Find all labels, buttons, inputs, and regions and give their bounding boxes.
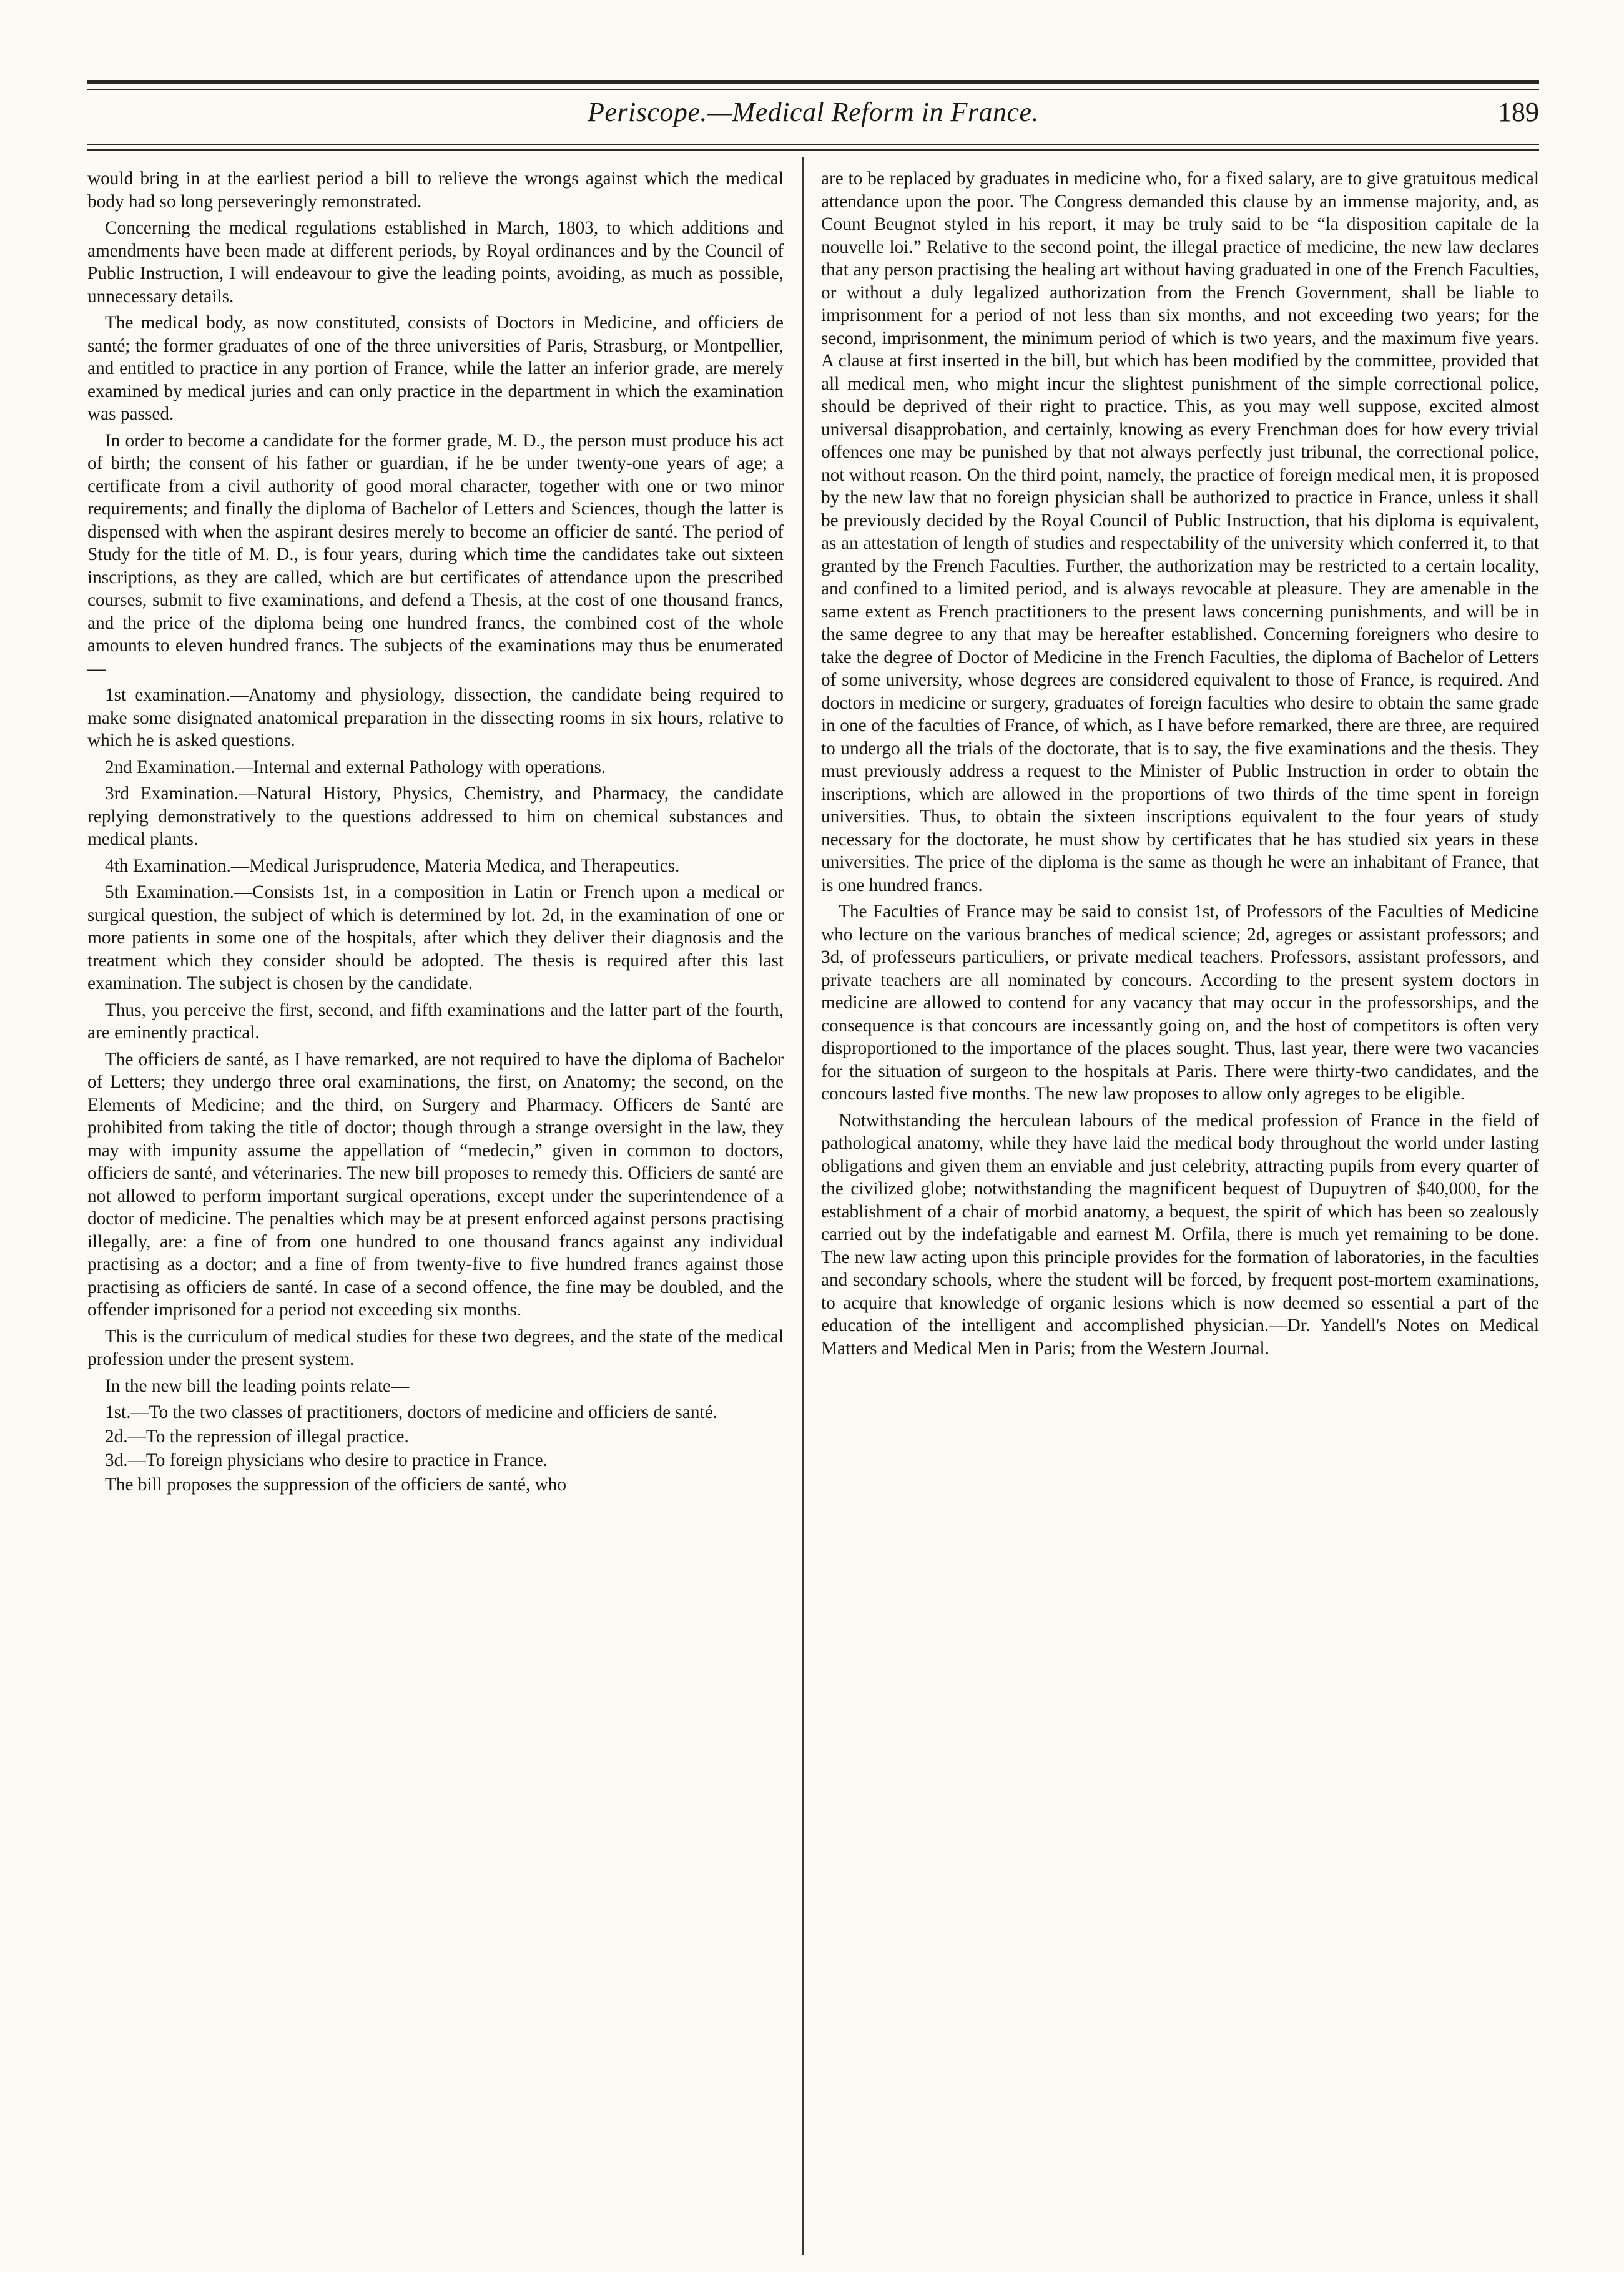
list-item: 1st.—To the two classes of practitioners, doctors of medicine and officiers de santé.	[105, 1402, 718, 1422]
page-header	[87, 92, 1539, 142]
paragraph: are to be replaced by graduates in medicine who, for a fixed salary, are to give gratuitous medical attendance upon the poor. The Congress demanded this clause by an immense majority, and, as Count Beugnot styled in his report, it may be truly said to be “la disposition capitale de la nouvelle loi.” Relative to the second point, the illegal practice of medicine, the new law declares that any person practising the healing art without having graduated in one of the French Faculties, or without a duly legalized authorization from the French Government, shall be liable to imprisonment for a period of not less than six months, and not exceeding two years; for the second, imprisonment, the minimum period of which is two years, and the maximum five years. A clause at first inserted in the bill, but which has been modified by the committee, provided that all medical men, who might incur the slightest punishment of the simple correctional police, should be deprived of their right to practice. This, as you may well suppose, excited almost universal disapprobation, and certainly, knowing as every Frenchman does for how every trivial offences one may be punished by that not always perfectly just tribunal, the correctional police, not without reason. On the third point, namely, the practice of foreign medical men, it is proposed by the new law that no foreign physician shall be authorized to practice in France, unless it shall be previously decided by the Royal Council of Public Instruction, that his diploma is equivalent, as an attestation of length of studies and respectability of the university which conferred it, to that granted by the French Faculties. Further, the authorization may be restricted to a certain locality, and confined to a limited period, and is always revocable at pleasure. They are amenable in the same extent as French practitioners to the present laws concerning punishments, and will be in the same degree to any that may be hereafter established. Concerning foreigners who desire to take the degree of Doctor of Medicine in the French Faculties, the diploma of Bachelor of Letters of some university, whose degrees are considered equivalent to those of France, is required. And doctors in medicine or surgery, graduates of foreign faculties who desire to obtain the same grade in one of the faculties of France, of which, as I have before remarked, there are three, are required to undergo all the trials of the doctorate, that is to say, the five examinations and the thesis. They must previously address a request to the Minister of Public Instruction in order to obtain the inscriptions, which are allowed in the proportions of two thirds of the time spent in foreign universities. Thus, to obtain the sixteen inscriptions equivalent to the four years of study necessary for the doctorate, he must show by certificates that he has studied six years in these universities. The price of the diploma is the same as though he were an inhabitant of France, that is one hundred francs.	[821, 169, 1539, 895]
paragraph: Concerning the medical regulations established in March, 1803, to which additions and amendments have been made at different periods, by Royal ordinances and by the Council of Public Instruction, I will endeavour to give the leading points, avoiding, as much as possible, unnecessary details.	[87, 218, 784, 307]
top-double-rule	[87, 80, 1539, 84]
paragraph: 1st examination.—Anatomy and physiology, dissection, the candidate being required to make some disignated anatomical preparation in the dissecting rooms in six hours, relative to which he is asked questions.	[87, 685, 784, 750]
paragraph: would bring in at the earliest period a bill to relieve the wrongs against which the medical body had so long perseveringly remonstrated.	[87, 169, 784, 212]
paragraph: The officiers de santé, as I have remarked, are not required to have the diploma of Bachelor of Letters; they undergo three oral examinations, the first, on Anatomy; the second, on the Elements of Medicine; and the third, on Surgery and Pharmacy. Officers de Santé are prohibited from taking the title of doctor; though through a strange oversight in the law, they may with impunity assume the appellation of “medecin,” given in common to doctors, officiers de santé, and véterinaries. The new bill proposes to remedy this. Officiers de santé are not allowed to perform important surgical operations, except under the superintendence of a doctor of medicine. The penalties which may be at present enforced against persons practising illegally, are: a fine of from one hundred to one thousand francs against any individual practising as a doctor; and a fine of from twenty-five to five hundred francs against those practising as officiers de santé. In case of a second offence, the fine may be doubled, and the offender imprisoned for a period not exceeding six months.	[87, 1049, 784, 1320]
left-column	[87, 167, 784, 2246]
paragraph: 5th Examination.—Consists 1st, in a composition in Latin or French upon a medical or surgical question, the subject of which is determined by lot. 2d, in the examination of one or more patients in some one of the hospitals, after which they deliver their diagnosis and the treatment which they consider should be adopted. The thesis is required after this last examination. The subject is chosen by the candidate.	[87, 882, 784, 993]
paragraph: The Faculties of France may be said to consist 1st, of Professors of the Faculties of Medicine who lecture on the various branches of medical science; 2d, agreges or assistant professors; and 3d, of professeurs particuliers, or private medical teachers. Professors, assistant professors, and private teachers are all nominated by concours. According to the present system doctors in medicine are allowed to contend for any vacancy that may occur in the professorships, and the consequence is that concours are incessantly going on, and the host of competitors is often very disproportioned to the importance of the places sought. Thus, last year, there were two vacancies for the situation of surgeon to the hospitals at Paris. There were thirty-two candidates, and the concours lasted five months. The new law proposes to allow only agreges to be eligible.	[821, 902, 1539, 1104]
paragraph: 2nd Examination.—Internal and external Pathology with operations.	[105, 757, 606, 777]
paragraph: The bill proposes the suppression of the officiers de santé, who	[105, 1474, 567, 1495]
paragraph: This is the curriculum of medical studies for these two degrees, and the state of the medical profession under the present system.	[87, 1326, 784, 1369]
right-column	[821, 167, 1539, 2246]
page-number: 189	[1498, 97, 1539, 127]
column-divider	[802, 157, 804, 2255]
paragraph: The medical body, as now constituted, consists of Doctors in Medicine, and officiers de santé; the former graduates of one of the three universities of Paris, Strasburg, or Montpellier, and entitled to practice in any portion of France, while the latter an inferior grade, are merely examined by medical juries and can only practice in the department in which the examination was passed.	[87, 313, 784, 424]
list-item: 3d.—To foreign physicians who desire to practice in France.	[105, 1450, 548, 1470]
paragraph: 3rd Examination.—Natural History, Physics, Chemistry, and Pharmacy, the candidate replying demonstratively to the questions addressed to him on chemical substances and medical plants.	[87, 784, 784, 849]
header-thin-rule	[87, 144, 1539, 145]
header-rule	[87, 149, 1539, 151]
paragraph: In the new bill the leading points relate—	[105, 1375, 410, 1396]
running-title: Periscope.—Medical Reform in France.	[587, 97, 1040, 127]
list-item: 2d.—To the repression of illegal practice.	[105, 1426, 409, 1447]
paragraph: In order to become a candidate for the former grade, M. D., the person must produce his act of birth; the consent of his father or guardian, if he be under twenty-one years of age; a certificate from a civil authority of good moral character, together with one or two minor requirements; and finally the diploma of Bachelor of Letters and Sciences, though the latter is dispensed with when the aspirant desires merely to become an officier de santé. The period of Study for the title of M. D., is four years, during which time the candidates take out sixteen inscriptions, as they are called, which are but certificates of attendance upon the prescribed courses, submit to five examinations, and defend a Thesis, at the cost of one thousand francs, and the price of the diploma being one hundred francs, the combined cost of the whole amounts to eleven hundred francs. The subjects of the examinations may thus be enumerated—	[87, 430, 784, 679]
paragraph: Notwithstanding the herculean labours of the medical profession of France in the field of pathological anatomy, while they have laid the medical body throughout the world under lasting obligations and given them an enviable and just celebrity, attracting pupils from every quarter of the civilized globe; notwithstanding the magnificent bequest of Dupuytren of $40,000, for the establishment of a chair of morbid anatomy, a bequest, the spirit of which has been so zealously carried out by the indefatigable and earnest M. Orfila, there is much yet remaining to be done. The new law acting upon this principle provides for the formation of laboratories, in the faculties and secondary schools, where the student will be forced, by frequent post-mortem examinations, to acquire that knowledge of organic lesions which is now deemed so essential a part of the education of the intelligent and accomplished physician.—Dr. Yandell's Notes on Medical Matters and Medical Men in Paris; from the Western Journal.	[821, 1110, 1539, 1359]
paragraph: Thus, you perceive the first, second, and fifth examinations and the latter part of the fourth, are eminently practical.	[87, 1000, 784, 1043]
top-thin-rule	[87, 89, 1539, 90]
paragraph: 4th Examination.—Medical Jurisprudence, Materia Medica, and Therapeutics.	[105, 855, 680, 876]
